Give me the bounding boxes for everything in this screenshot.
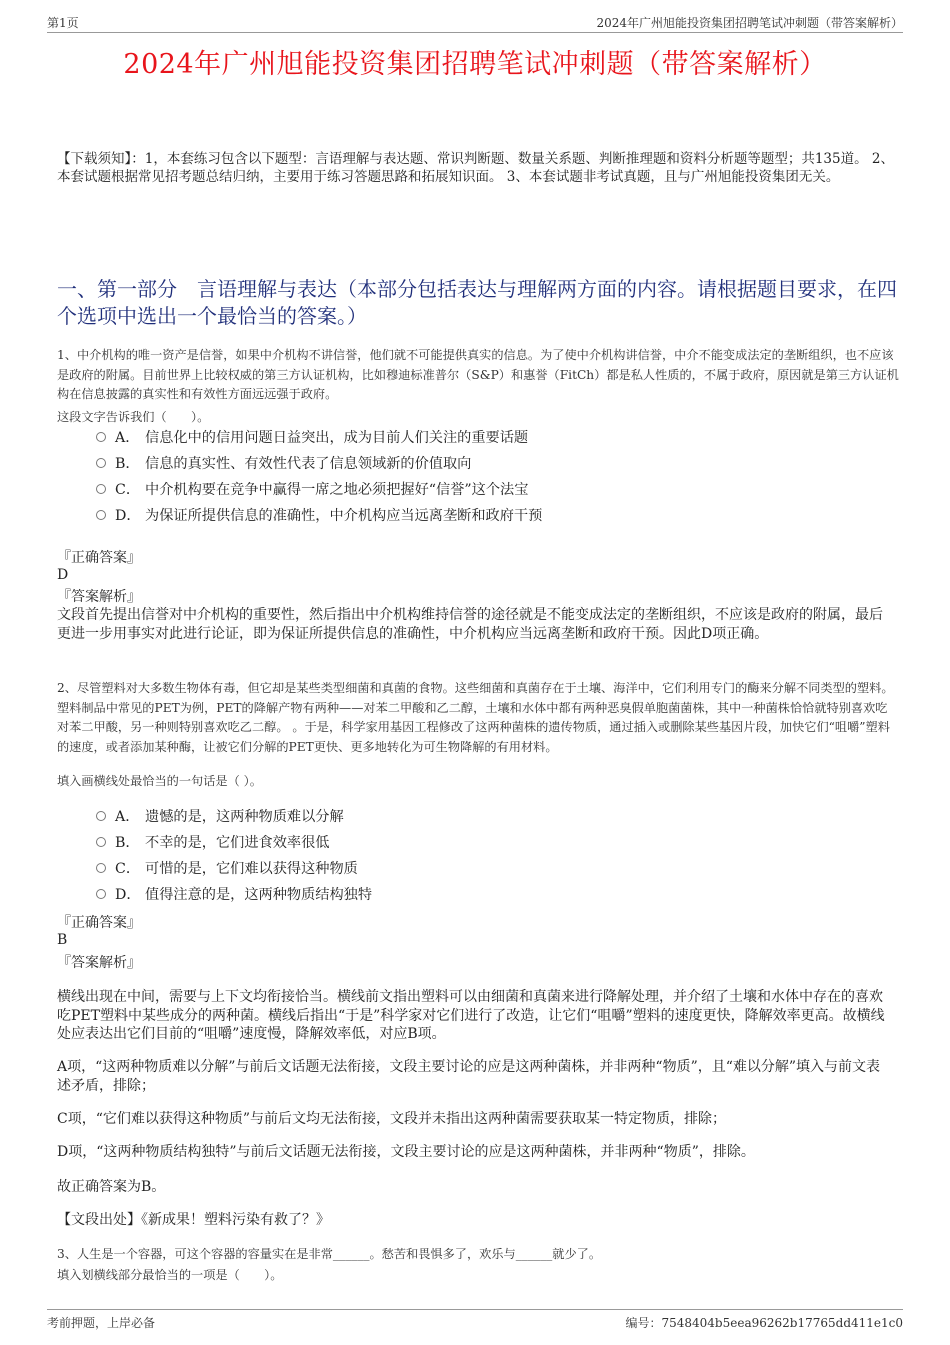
q2-analysis-paragraph: 故正确答案为B。: [57, 1179, 166, 1195]
q1-answer: D: [57, 567, 69, 583]
q2-option-b[interactable]: B． 不幸的是，它们进食效率很低: [96, 832, 329, 854]
question-1-prompt: 这段文字告诉我们（ ）。: [57, 410, 210, 424]
radio-icon[interactable]: [96, 863, 106, 873]
q2-analysis-label: 『答案解析』: [57, 955, 141, 971]
section-heading: 一、第一部分 言语理解与表达（本部分包括表达与理解两方面的内容。请根据题目要求，在四个选项中选出一个最恰当的答案。）: [57, 277, 897, 328]
q2-source: 【文段出处】《新成果！塑料污染有救了？》: [57, 1212, 330, 1228]
page-number: 第1页: [47, 16, 79, 30]
q1-analysis-label: 『答案解析』: [57, 589, 141, 605]
q1-option-a[interactable]: A． 信息化中的信用问题日益突出，成为目前人们关注的重要话题: [96, 427, 528, 449]
header-doc-title: 2024年广州旭能投资集团招聘笔试冲刺题（带答案解析）: [596, 16, 903, 30]
radio-icon[interactable]: [96, 510, 106, 520]
q2-analysis-paragraph: C项，“它们难以获得这种物质”与前后文均无法衔接，文段并未指出这两种菌需要获取某一特定物质，排除；: [57, 1111, 727, 1127]
radio-icon[interactable]: [96, 837, 106, 847]
question-2-prompt: 填入画横线处最恰当的一句话是（ ）。: [57, 774, 262, 788]
question-1-text: 1、中介机构的唯一资产是信誉，如果中介机构不讲信誉，他们就不可能提供真实的信息。为了使中介机构讲信誉，中介不能变成法定的垄断组织，也不应该是政府的附属。目前世界上比较权威的第三方认证机构，比如穆迪标准普尔（S&P）和惠誉（FitCh）都是私人性质的，不属于政府，原因就是第三方认证机构在信息披露的真实性和有效性方面远远强于政府。: [57, 348, 899, 401]
q2-answer: B: [57, 932, 68, 948]
q2-analysis-paragraph: D项，“这两种物质结构独特”与前后文话题无法衔接，文段主要讨论的应是这两种菌株，并非两种“物质”，排除。: [57, 1144, 755, 1160]
q2-answer-label: 『正确答案』: [57, 915, 141, 931]
radio-icon[interactable]: [96, 458, 106, 468]
q2-option-a[interactable]: A． 遗憾的是，这两种物质难以分解: [96, 806, 344, 828]
download-notice: 【下载须知】：1，本套练习包含以下题型：言语理解与表达题、常识判断题、数量关系题、判断推理题和资料分析题等题型；共135道。 2、本套试题根据常见招考题总结归纳，主要用于练习答题思路和拓展知识面。 3、本套试题非考试真题，且与广州旭能投资集团无关。: [57, 151, 894, 185]
q2-option-d[interactable]: D． 值得注意的是，这两种物质结构独特: [96, 884, 372, 906]
radio-icon[interactable]: [96, 811, 106, 821]
q1-option-c[interactable]: C． 中介机构要在竞争中赢得一席之地必须把握好“信誉”这个法宝: [96, 479, 528, 501]
q2-analysis-paragraph: A项，“这两种物质难以分解”与前后文话题无法衔接，文段主要讨论的应是这两种菌株，并非两种“物质”，且“难以分解”填入与前文表述矛盾，排除；: [57, 1059, 881, 1094]
q2-analysis-paragraph: 横线出现在中间，需要与上下文均衔接恰当。横线前文指出塑料可以由细菌和真菌来进行降解处理，并介绍了土壤和水体中存在的喜欢吃PET塑料中某些成分的两种菌。横线后指出“于是”科学家对它们进行了改造，让它们“咀嚼”塑料的速度更快，降解效率更高。故横线处应表达出它们目前的“咀嚼”速度慢，降解效率低，对应B项。: [57, 989, 885, 1042]
q2-option-c[interactable]: C． 可惜的是，它们难以获得这种物质: [96, 858, 358, 880]
footer-slogan: 考前押题，上岸必备: [47, 1316, 156, 1330]
page-footer: [47, 1309, 903, 1330]
radio-icon[interactable]: [96, 484, 106, 494]
question-2-text: 2、尽管塑料对大多数生物体有毒，但它却是某些类型细菌和真菌的食物。这些细菌和真菌存在于土壤、海洋中，它们利用专门的酶来分解不同类型的塑料。塑料制品中常见的PET为例，PET的降解产物有两种——对苯二甲酸和乙二醇，土壤和水体中都有两种恶臭假单胞菌菌株，其中一种菌株恰恰就特别喜欢吃对苯二甲酸，另一种则特别喜欢吃乙二醇。 。于是，科学家用基因工程修改了这两种菌株的遗传物质，通过插入或删除某些基因片段，加快它们“咀嚼”塑料的速度，或者添加某种酶，让被它们分解的PET更快、更多地转化为可生物降解的有用材料。: [57, 681, 894, 754]
footer-doc-id: 编号：7548404b5eea96262b17765dd411e1c0: [625, 1316, 903, 1330]
q1-option-d[interactable]: D． 为保证所提供信息的准确性，中介机构应当远离垄断和政府干预: [96, 505, 542, 527]
q1-option-b[interactable]: B． 信息的真实性、有效性代表了信息领域新的价值取向: [96, 453, 471, 475]
document-title: 2024年广州旭能投资集团招聘笔试冲刺题（带答案解析）: [123, 49, 827, 80]
page-header: [47, 12, 903, 33]
q1-analysis: 文段首先提出信誉对中介机构的重要性，然后指出中介机构维持信誉的途径就是不能变成法定的垄断组织，不应该是政府的附属，最后更进一步用事实对此进行论证，即为保证所提供信息的准确性，中介机构应当远离垄断和政府干预。因此D项正确。: [57, 607, 883, 642]
q1-answer-label: 『正确答案』: [57, 550, 141, 566]
radio-icon[interactable]: [96, 432, 106, 442]
radio-icon[interactable]: [96, 889, 106, 899]
question-3-text: 3、人生是一个容器，可这个容器的容量实在是非常______。愁苦和畏惧多了，欢乐与______就少了。: [57, 1247, 602, 1261]
question-3-prompt: 填入划横线部分最恰当的一项是（ ）。: [57, 1268, 283, 1282]
